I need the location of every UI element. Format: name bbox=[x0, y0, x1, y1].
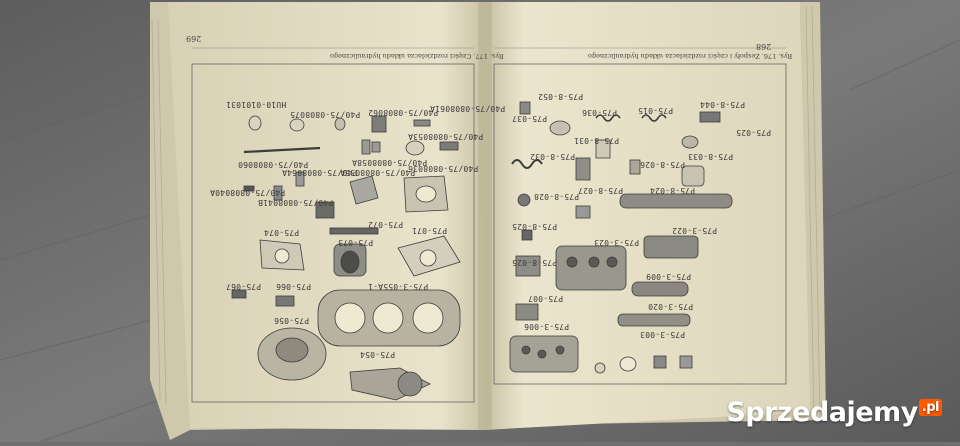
part-label: P75-3-055A-1 bbox=[368, 282, 429, 291]
part-label: P75-8-025 bbox=[512, 222, 558, 231]
part-label: P75-007 bbox=[528, 294, 564, 303]
part-label: P75-037 bbox=[512, 114, 548, 123]
part-label: P75-8-033 bbox=[688, 152, 734, 161]
part-label: P40/75-0808075 bbox=[290, 110, 361, 119]
part-label: P75-015 bbox=[638, 106, 674, 115]
part-label: P75-8-031 bbox=[574, 136, 620, 145]
part-label: P75-066 bbox=[276, 282, 312, 291]
part-label: P75-8-032 bbox=[530, 152, 576, 161]
watermark-suffix: .pl bbox=[919, 399, 942, 416]
part-label: P75-8-052 bbox=[538, 92, 584, 101]
part-label: P75-067 bbox=[226, 282, 262, 291]
part-label: P75-072 bbox=[368, 220, 404, 229]
sprzedajemy-watermark bbox=[726, 397, 942, 428]
part-label: P75-8-028 bbox=[534, 192, 580, 201]
part-label: P40/75-0808036 bbox=[408, 164, 479, 173]
part-label: P75-8-044 bbox=[700, 100, 746, 109]
part-label: HU10-0101031 bbox=[226, 100, 287, 109]
part-label: P75-3-003 bbox=[640, 330, 686, 339]
part-label: P75-074 bbox=[264, 228, 300, 237]
right-page-header: Rys. 176. Zespoły i części rozdzielacza układu hydraulicznego bbox=[588, 52, 793, 60]
right-page-number: 268 bbox=[756, 42, 772, 51]
part-label: P75-3-006 bbox=[524, 322, 570, 331]
part-label: P40/75-0808040A bbox=[210, 188, 286, 197]
part-label: P75-8-024 bbox=[650, 186, 696, 195]
left-page-header: Rys. 177. Części rozdzielacza układu hydraulicznego bbox=[330, 52, 504, 60]
part-label: P40/75-0808058A bbox=[352, 158, 428, 167]
watermark-text: Sprzedajemy bbox=[726, 397, 918, 428]
part-label: P75-8-025 bbox=[512, 258, 558, 267]
part-label: P75-073 bbox=[338, 238, 374, 247]
part-label: P75-025 bbox=[736, 128, 772, 137]
part-label: P75-036 bbox=[582, 108, 618, 117]
part-label: P75-054 bbox=[360, 350, 396, 359]
part-label: P40/75-0808060 bbox=[238, 160, 309, 169]
part-label: P75-3-009 bbox=[646, 272, 692, 281]
part-label: P75-8-026 bbox=[640, 160, 686, 169]
part-label: P75-3-023 bbox=[594, 238, 640, 247]
part-label: P40/75-0808041B bbox=[258, 198, 334, 207]
part-label: P40/75-0808062 bbox=[368, 108, 439, 117]
part-label: P40/75-0808053A bbox=[408, 132, 484, 141]
part-label: P75-056 bbox=[274, 316, 310, 325]
part-label: P75-3-020 bbox=[648, 302, 694, 311]
part-label: P75-3-022 bbox=[672, 226, 718, 235]
part-label: P40/75-0808035A bbox=[340, 168, 416, 177]
part-label: P75-071 bbox=[412, 226, 448, 235]
left-page-number: 269 bbox=[186, 34, 202, 43]
part-label: P40/75-0808061A bbox=[430, 104, 506, 113]
part-label: P40/75-0808064A bbox=[282, 168, 358, 177]
part-label: P75-8-027 bbox=[578, 186, 624, 195]
